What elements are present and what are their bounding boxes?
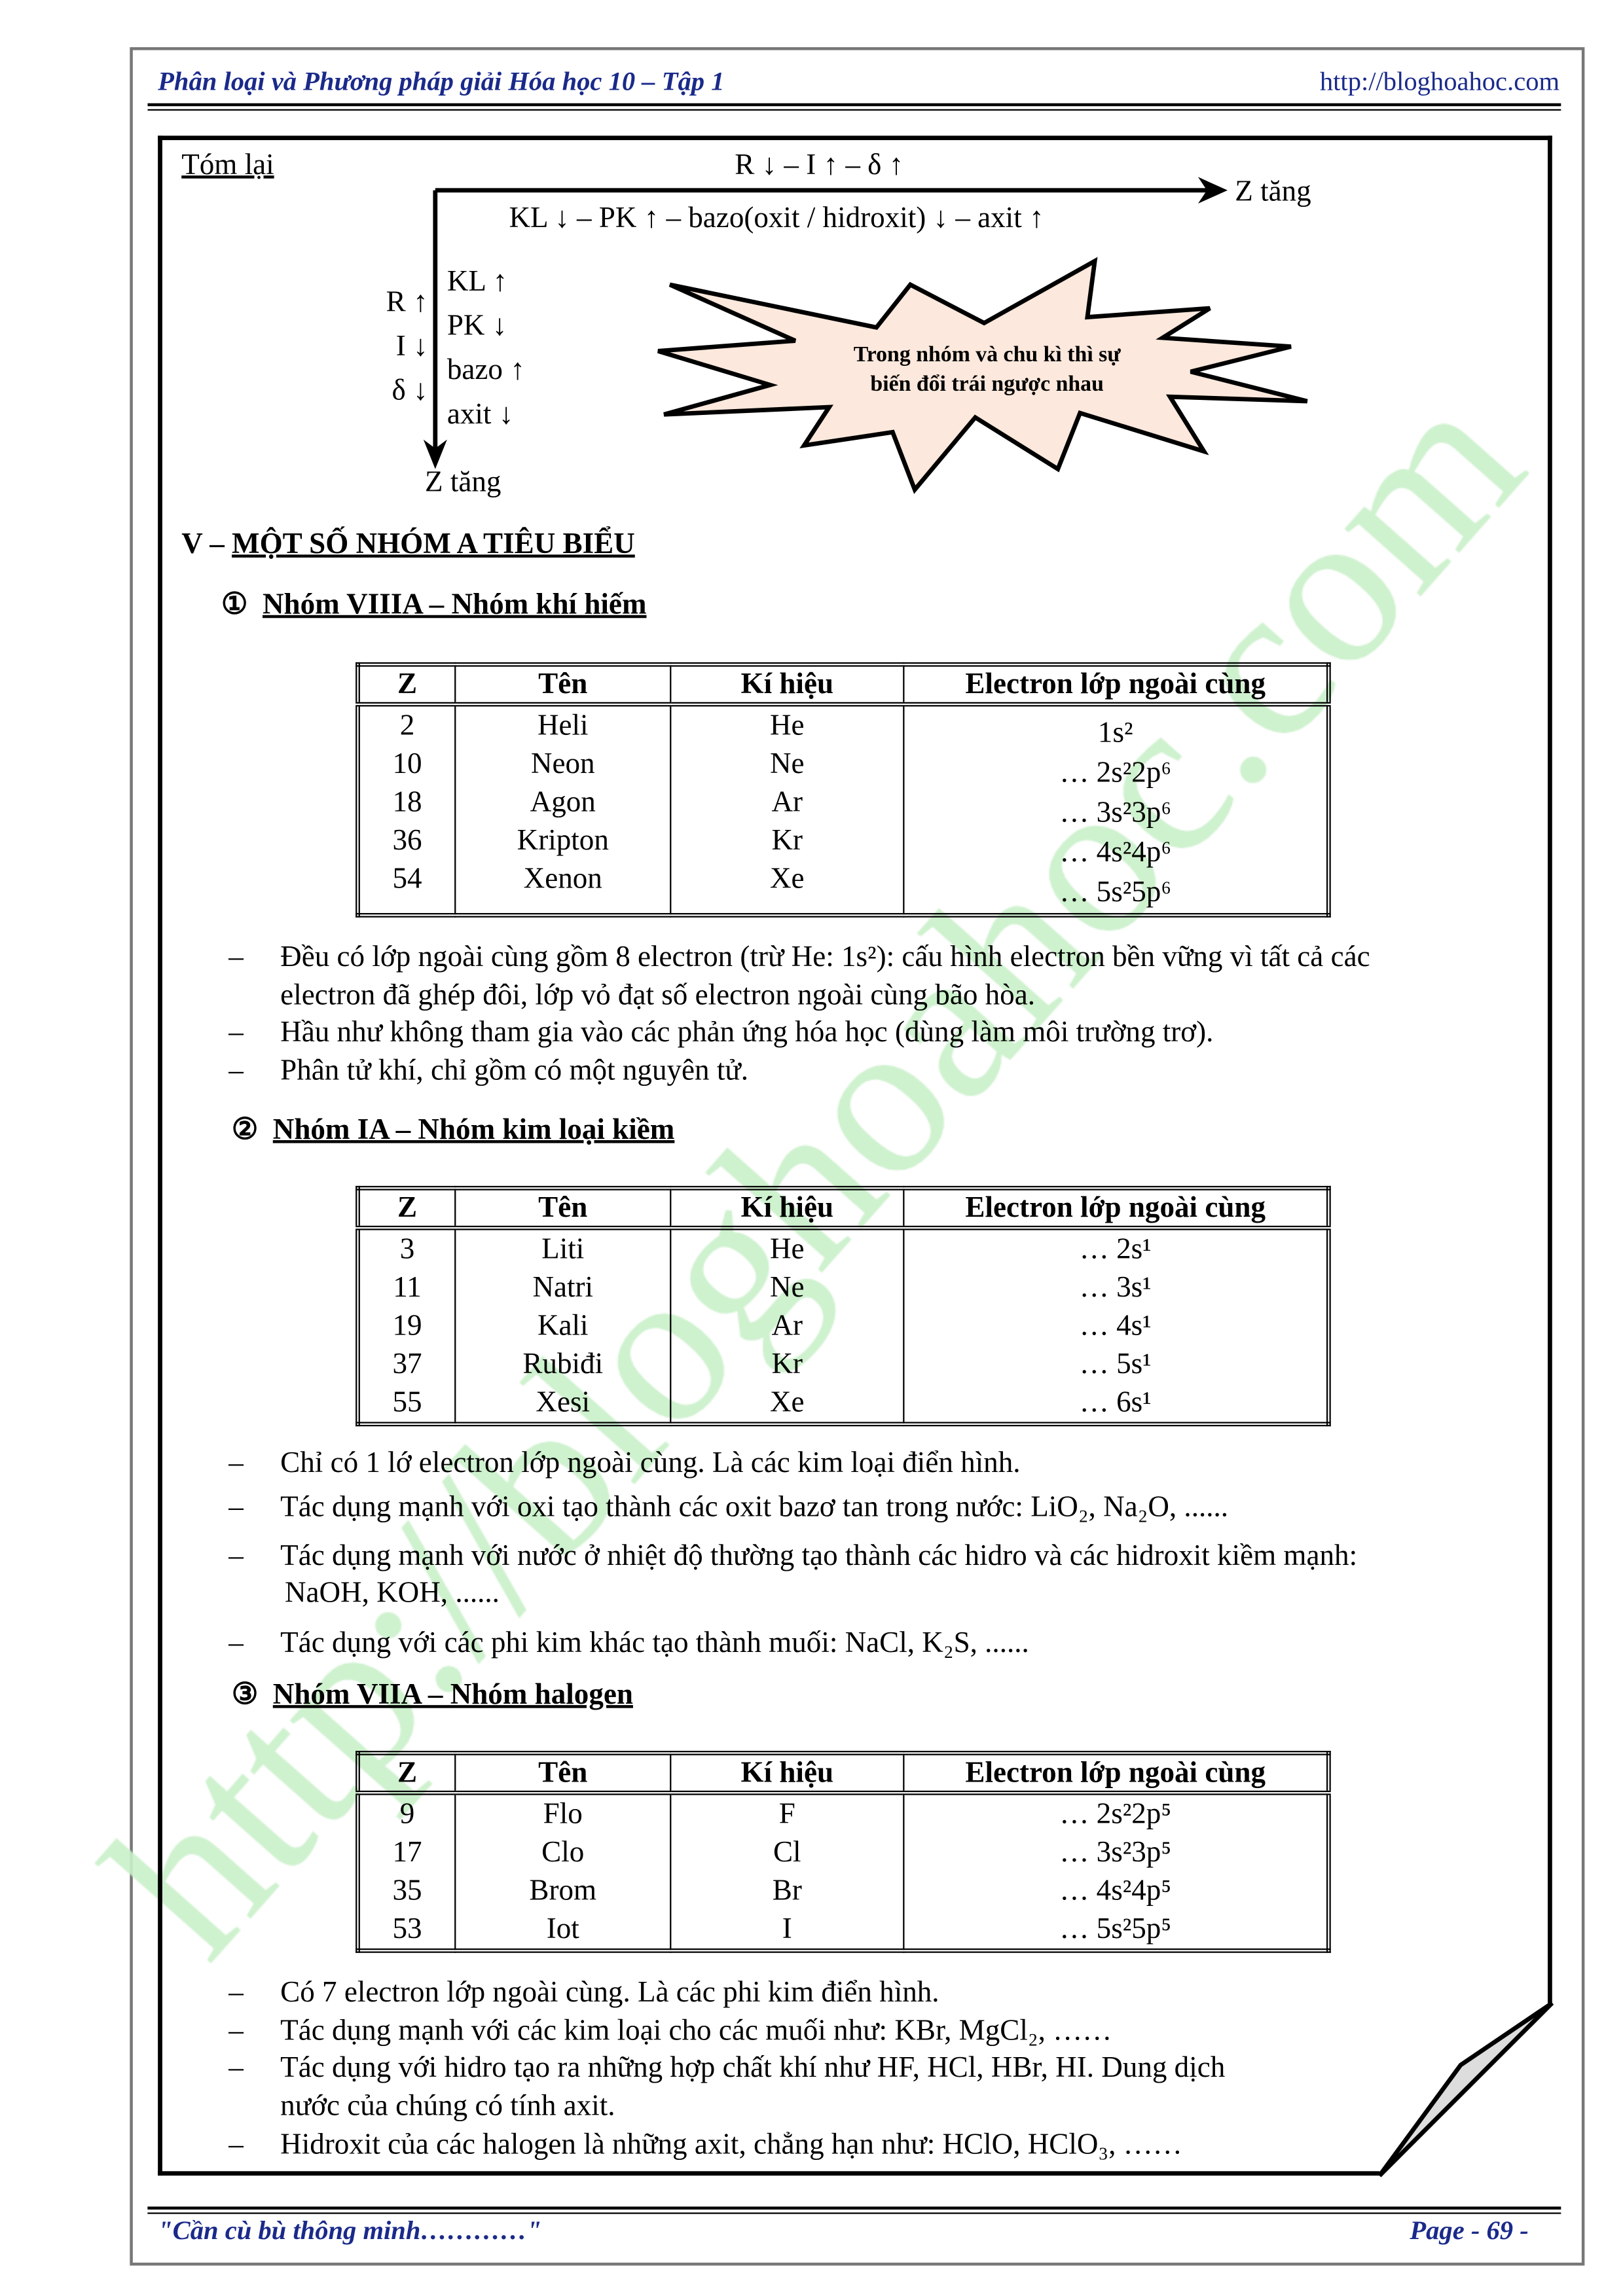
table-cell: Xe <box>769 863 805 895</box>
table-column-cells <box>455 1793 670 1950</box>
table-cell: 36 <box>392 824 422 857</box>
section-prefix: V – <box>181 528 232 561</box>
star-line: biến đổi trái ngược nhau <box>870 373 1104 397</box>
col-name: Tên <box>455 1753 670 1793</box>
group-title: Nhóm VIIA – Nhóm halogen <box>272 1678 633 1712</box>
group-trend-left <box>372 280 428 413</box>
col-symbol: Kí hiệu <box>670 1188 903 1228</box>
trend-nonmetal: PK ↓ <box>447 310 507 342</box>
table-cell: 53 <box>392 1912 422 1946</box>
table-cell: He <box>769 1233 805 1266</box>
table-cell: Xe <box>769 1386 805 1419</box>
table-cell: Ne <box>769 1271 805 1304</box>
bullet-dash: – <box>228 2015 244 2047</box>
group-number: ② <box>231 1113 259 1147</box>
table-cell: 17 <box>392 1836 422 1869</box>
bullet-dash: – <box>228 1446 244 1480</box>
table-cell: … 2s²2p⁵ <box>1059 1798 1172 1831</box>
summary-label: Tóm lại <box>181 149 274 182</box>
table-column-cells <box>903 1793 1328 1950</box>
table-cell: Brom <box>529 1874 597 1907</box>
bullet-text: Tác dụng mạnh với nước ở nhiệt độ thường tạo thành các hidro và các hidroxit kiềm mạnh: <box>280 1539 1358 1573</box>
table-cell: Br <box>772 1874 802 1907</box>
trend-metal: KL ↑ <box>447 265 508 298</box>
bullet-text: Đều có lớp ngoài cùng gồm 8 electron (trừ He: 1s²): cấu hình electron bền vững vì tất cả các <box>280 941 1370 974</box>
table-cell: 2 <box>399 709 415 742</box>
table-cell: Kr <box>771 824 803 857</box>
bullet-text: Hidroxit của các halogen là những axit, chẳng hạn như: HClO, HClO₃, …… <box>280 2128 1182 2161</box>
group-heading-3 <box>232 1676 633 1712</box>
table-cell: 19 <box>392 1310 422 1342</box>
table-cell: Ar <box>771 786 803 819</box>
table-cell: … 5s²5p⁵ <box>1059 1912 1172 1946</box>
table-column-cells <box>357 1793 455 1950</box>
table-cell: 1s² <box>1097 717 1133 749</box>
table-cell: … 4s¹ <box>1079 1310 1152 1342</box>
bullet-text: Tác dụng mạnh với oxi tạo thành các oxit bazơ tan trong nước: LiO₂, Na₂O, ...... <box>280 1491 1229 1524</box>
col-name: Tên <box>455 1188 670 1228</box>
noble-gas-table <box>356 662 1331 918</box>
bullet-dash: – <box>228 1491 244 1524</box>
table-column-cells <box>670 704 903 915</box>
bullet-dash: – <box>228 1626 244 1660</box>
table-cell: … 6s¹ <box>1079 1386 1152 1419</box>
bullet-text: electron đã ghép đôi, lớp vỏ đạt số electron ngoài cùng bão hòa. <box>280 979 1036 1012</box>
col-config: Electron lớp ngoài cùng <box>903 1188 1328 1228</box>
table-cell: Neon <box>530 747 595 781</box>
bullet-text: Chỉ có 1 lớ electron lớp ngoài cùng. Là các kim loại điển hình. <box>280 1446 1021 1480</box>
table-cell: 35 <box>392 1874 422 1907</box>
table-cell: … 3s²3p⁶ <box>1059 796 1172 829</box>
table-cell: Iot <box>546 1912 579 1946</box>
group-title: Nhóm VIIIA – Nhóm khí hiếm <box>262 588 647 621</box>
star-line: Trong nhóm và chu kì thì sự <box>853 344 1121 368</box>
table-cell: Ne <box>769 747 805 781</box>
table-cell: 11 <box>393 1271 422 1304</box>
table-column-cells <box>455 1228 670 1424</box>
group-number: ③ <box>231 1678 259 1712</box>
page-curl <box>1379 2003 1552 2176</box>
bullet-dash: – <box>228 1054 244 1087</box>
col-config: Electron lớp ngoài cùng <box>903 1753 1328 1793</box>
table-cell: 3 <box>399 1233 415 1266</box>
bullet-text: Có 7 electron lớp ngoài cùng. Là các phi kim điển hình. <box>280 1976 939 2009</box>
table-body <box>357 704 1328 915</box>
table-cell: Agon <box>530 786 596 819</box>
trend-acid: axit ↓ <box>447 398 514 431</box>
bullet-dash: – <box>228 2128 244 2161</box>
bullet-text: NaOH, KOH, ...... <box>284 1577 500 1609</box>
table-body <box>357 1793 1328 1950</box>
group-heading-2 <box>232 1111 675 1147</box>
table-body <box>357 1228 1328 1424</box>
table-cell: 55 <box>392 1386 422 1419</box>
table-cell: Kali <box>537 1310 589 1342</box>
col-symbol: Kí hiệu <box>670 664 903 704</box>
group-title: Nhóm IA – Nhóm kim loại kiềm <box>272 1113 675 1147</box>
table-column-cells <box>357 704 455 915</box>
trend-electronegativity: δ ↓ <box>392 374 428 407</box>
table-cell: 18 <box>392 786 422 819</box>
col-config: Electron lớp ngoài cùng <box>903 664 1328 704</box>
axis-label-x: Z tăng <box>1235 175 1311 208</box>
table-cell: Xenon <box>523 863 602 895</box>
table-cell: … 5s¹ <box>1079 1348 1152 1381</box>
trend-radius: R ↑ <box>386 286 428 319</box>
table-cell: … 4s²4p⁵ <box>1059 1874 1172 1907</box>
table-cell: He <box>769 709 805 742</box>
group-heading-1 <box>221 586 646 622</box>
axis-label-y: Z tăng <box>425 466 501 499</box>
alkali-metal-table <box>356 1186 1331 1426</box>
table-cell: Natri <box>532 1271 594 1304</box>
table-cell: F <box>778 1798 795 1831</box>
col-z: Z <box>357 664 455 704</box>
bullet-dash: – <box>228 1539 244 1573</box>
col-name: Tên <box>455 664 670 704</box>
table-cell: … 5s²5p⁶ <box>1059 876 1172 909</box>
period-trend-bottom: KL ↓ – PK ↑ – bazo(oxit / hidroxit) ↓ – axit ↑ <box>509 202 1044 235</box>
col-z: Z <box>357 1188 455 1228</box>
table-column-cells <box>903 1228 1328 1424</box>
table-column-cells <box>903 704 1328 915</box>
table-cell: Flo <box>543 1798 583 1831</box>
table-column-cells <box>670 1793 903 1950</box>
period-trend-top: R ↓ – I ↑ – δ ↑ <box>735 149 904 182</box>
table-cell: Liti <box>541 1233 585 1266</box>
footer-motto: "Cần cù bù thông minh…………" <box>158 2215 542 2245</box>
halogen-table <box>356 1751 1331 1953</box>
table-cell: Ar <box>771 1310 803 1342</box>
bullet-text: nước của chúng có tính axit. <box>280 2090 615 2123</box>
bullet-text: Tác dụng với hidro tạo ra những hợp chất khí như HF, HCl, HBr, HI. Dung dịch <box>280 2051 1226 2085</box>
bullet-text: Tác dụng mạnh với các kim loại cho các muối như: KBr, MgCl₂, …… <box>280 2015 1112 2047</box>
table-cell: 54 <box>392 863 422 895</box>
table-cell: Cl <box>773 1836 801 1869</box>
section-heading <box>181 528 635 562</box>
table-cell: … 3s¹ <box>1079 1271 1152 1304</box>
header-title: Phân loại và Phương pháp giải Hóa học 10 – Tập 1 <box>158 66 725 96</box>
table-cell: Heli <box>537 709 589 742</box>
col-z: Z <box>357 1753 455 1793</box>
table-cell: Clo <box>541 1836 585 1869</box>
starburst-text <box>839 341 1135 400</box>
bullet-dash: – <box>228 941 244 974</box>
table-cell: I <box>782 1912 792 1946</box>
table-cell: … 2s¹ <box>1079 1233 1152 1266</box>
bullet-text: Tác dụng với các phi kim khác tạo thành muối: NaCl, K₂S, ...... <box>280 1626 1029 1660</box>
bullet-text: Phân tử khí, chỉ gồm có một nguyên tử. <box>280 1054 749 1087</box>
bullet-dash: – <box>228 2051 244 2085</box>
table-column-cells <box>455 704 670 915</box>
group-number: ① <box>221 588 248 621</box>
table-cell: 37 <box>392 1348 422 1381</box>
bullet-dash: – <box>228 1976 244 2009</box>
header-url[interactable]: http://bloghoahoc.com <box>1319 66 1560 96</box>
table-cell: 10 <box>392 747 422 781</box>
group-trend-right <box>447 260 525 437</box>
table-cell: 9 <box>399 1798 415 1831</box>
table-column-cells <box>357 1228 455 1424</box>
col-symbol: Kí hiệu <box>670 1753 903 1793</box>
table-cell: … 2s²2p⁶ <box>1059 757 1172 789</box>
table-cell: Rubiđi <box>522 1348 604 1381</box>
trend-ionization: I ↓ <box>395 330 428 363</box>
table-cell: … 4s²4p⁶ <box>1059 836 1172 869</box>
bullet-dash: – <box>228 1016 244 1049</box>
section-title: MỘT SỐ NHÓM A TIÊU BIỂU <box>232 528 635 561</box>
table-cell: Kripton <box>517 824 609 857</box>
bullet-text: Hầu như không tham gia vào các phản ứng hóa học (dùng làm môi trường trơ). <box>280 1016 1214 1049</box>
footer-page-number: Page - 69 - <box>1410 2215 1529 2245</box>
trend-base: bazo ↑ <box>447 353 525 387</box>
table-cell: Kr <box>771 1348 803 1381</box>
table-cell: Xesi <box>536 1386 591 1419</box>
table-cell: … 3s²3p⁵ <box>1059 1836 1172 1869</box>
table-column-cells <box>670 1228 903 1424</box>
